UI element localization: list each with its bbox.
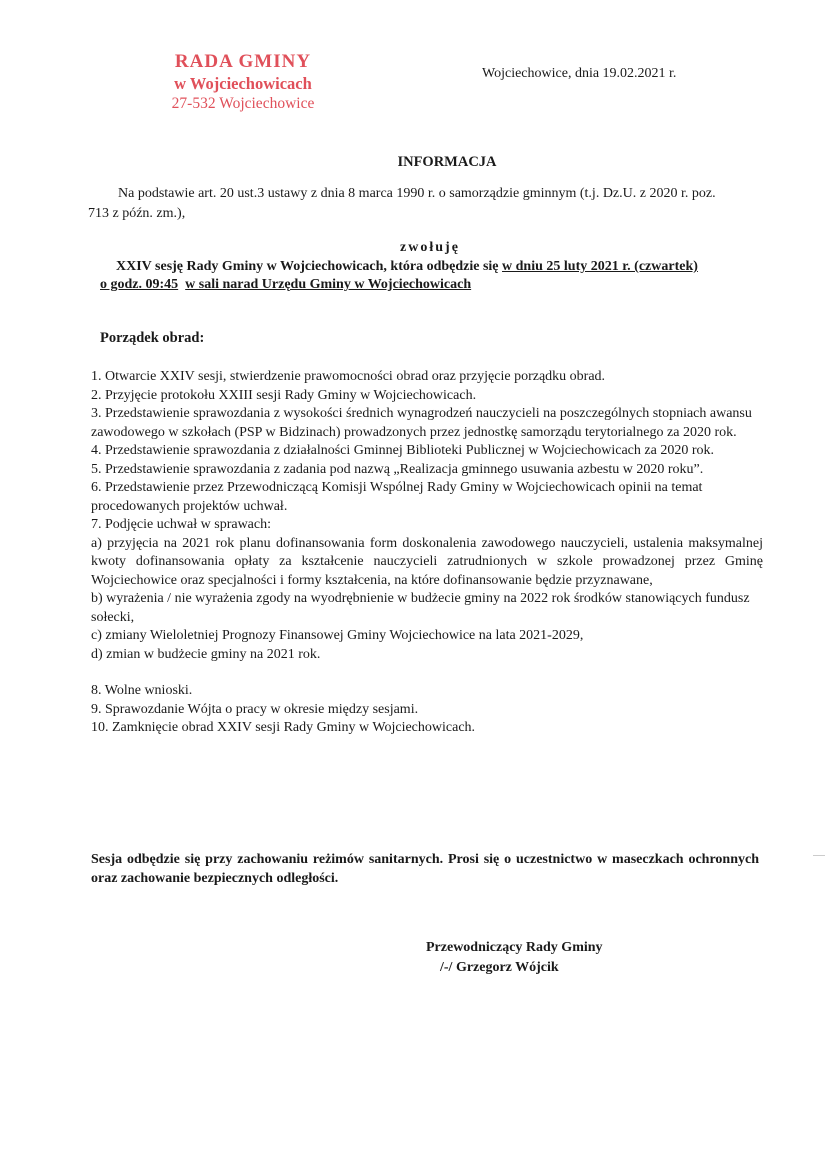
intro-line-1: Na podstawie art. 20 ust.3 ustawy z dnia 8 marca 1990 r. o samorządzie gminnym (t.j. Dz.U. z 2020 r. poz. xyxy=(118,186,716,201)
stamp-line-place: w Wojciechowicach xyxy=(174,73,312,93)
sanitary-notice: Sesja odbędzie się przy zachowaniu reżimów sanitarnych. Prosi się o uczestnictwo w maseczkach ochronnych oraz zachowanie bezpiecznych odległości. xyxy=(91,852,759,886)
council-stamp xyxy=(148,50,338,114)
agenda-item: 5. Przedstawienie sprawozdania z zadania pod nazwą „Realizacja gminnego usuwania azbestu w 2020 roku”. xyxy=(91,461,704,477)
agenda-item: 6. Przedstawienie przez Przewodniczącą Komisji Wspólnej Rady Gminy w Wojciechowicach opinii na temat procedowanych projektów uchwał. xyxy=(91,480,703,514)
session-venue: w sali narad Urzędu Gminy w Wojciechowicach xyxy=(185,277,472,292)
stamp-line-address: 27-532 Wojciechowice xyxy=(171,95,315,113)
agenda-item: 10. Zamknięcie obrad XXIV sesji Rady Gminy w Wojciechowicach. xyxy=(91,720,476,735)
session-time: o godz. 09:45 xyxy=(100,277,179,292)
intro-line-2: 713 z późn. zm.), xyxy=(88,206,186,221)
intro-paragraph xyxy=(88,184,768,224)
agenda-subitem: b) wyrażenia / nie wyrażenia zgody na wyodrębnienie w budżecie gminy na 2022 rok środków stanowiących fundusz sołecki, xyxy=(91,591,750,625)
document-date: Wojciechowice, dnia 19.02.2021 r. xyxy=(482,66,677,81)
agenda-item: 9. Sprawozdanie Wójta o pracy w okresie między sesjami. xyxy=(91,701,419,717)
document-title: INFORMACJA xyxy=(397,154,497,170)
agenda-item: 8. Wolne wnioski. xyxy=(91,683,193,698)
convene-word: zwołuję xyxy=(400,240,460,255)
signature-block xyxy=(426,938,603,978)
agenda-list xyxy=(91,368,763,738)
agenda-subitem: a) przyjęcia na 2021 rok planu dofinansowania form doskonalenia zawodowego nauczycieli, ustalenia maksymalnej kwoty dofinansowania opłaty za kształcenie nauczycieli zatrudnionych w szkole prowadzonej przez Gminę Wojciechowice oraz specjalności i formy kształcenia, na które dofinansowanie będzie przyznawane, xyxy=(91,535,763,588)
agenda-subitem: c) zmiany Wieloletniej Prognozy Finansowej Gminy Wojciechowice na lata 2021-2029, xyxy=(91,628,584,643)
agenda-item: 4. Przedstawienie sprawozdania z działalności Gminnej Biblioteki Publicznej w Wojciechowicach za 2020 rok. xyxy=(91,443,714,458)
agenda-subitem: d) zmian w budżecie gminy na 2021 rok. xyxy=(91,646,321,662)
agenda-item: 3. Przedstawienie sprawozdania z wysokości średnich wynagrodzeń nauczycieli na poszczególnych stopniach awansu zawodowego w szkołach (PSP w Bidzinach) prowadzonych przez jednostkę samorządu terytorialnego za 2020 rok. xyxy=(91,406,752,440)
signature-name: /-/ Grzegorz Wójcik xyxy=(440,960,559,975)
signature-role: Przewodniczący Rady Gminy xyxy=(426,940,603,955)
agenda-item: 7. Podjęcie uchwał w sprawach: xyxy=(91,517,271,532)
stamp-line-council: RADA GMINY xyxy=(174,51,312,72)
session-line-2 xyxy=(100,277,471,292)
agenda-item: 1. Otwarcie XXIV sesji, stwierdzenie prawomocności obrad oraz przyjęcie porządku obrad. xyxy=(91,369,606,384)
agenda-heading: Porządek obrad: xyxy=(100,330,205,346)
session-announcement xyxy=(100,258,760,294)
margin-mark xyxy=(813,855,825,856)
session-line-1 xyxy=(100,258,760,276)
agenda-item: 2. Przyjęcie protokołu XXIII sesji Rady Gminy w Wojciechowicach. xyxy=(91,387,477,403)
session-text: XXIV sesję Rady Gminy w Wojciechowicach, która odbędzie się xyxy=(116,259,503,274)
session-date: w dniu 25 luty 2021 r. (czwartek) xyxy=(502,259,698,274)
